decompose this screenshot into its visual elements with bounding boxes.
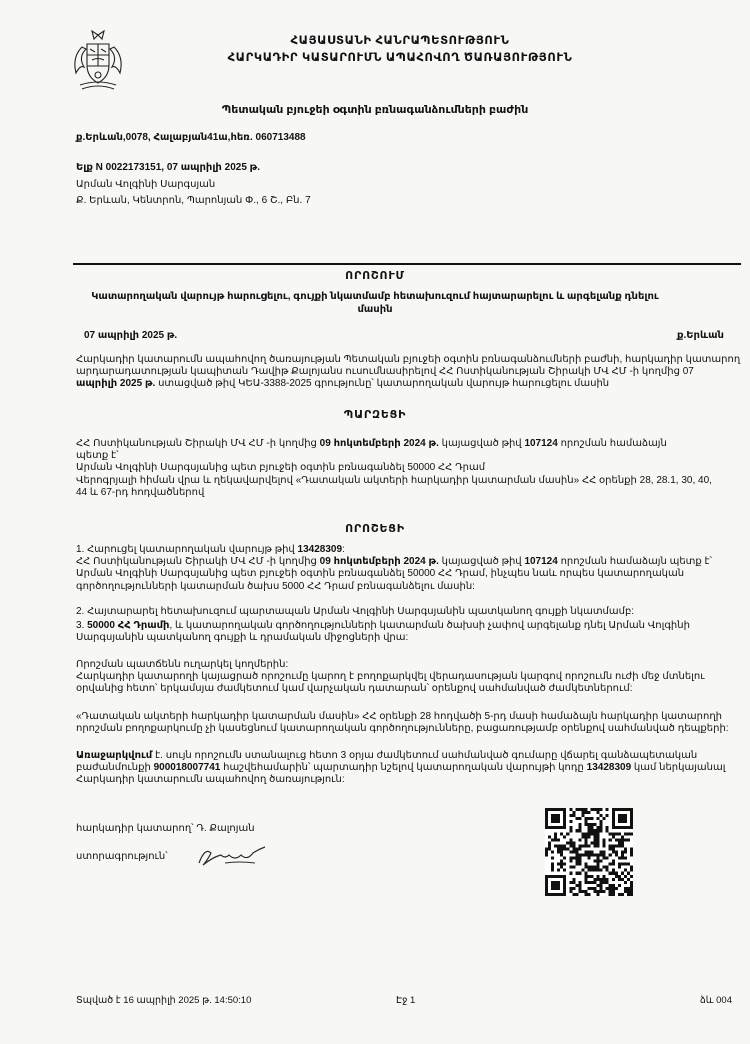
outgoing-number: Ելք N 0022173151, 07 ապրիլի 2025 թ. (76, 162, 260, 173)
decision-subtitle: Կատարողական վարույթ հարուցելու, գույքի նկատմամբ հետախուզում հայտարարելու և արգելանք դնելու (91, 291, 659, 302)
appeal-paragraph: Որոշման պատճենն ուղարկել կողմերին: Հարկադիր կատարողի կայացրած որոշումը կարող է բողոքարկվել վերադասության կարգով որոշումն ուժի մեջ մտնելու օրվանից հետո՝ երկամսյա ժամկետում կամ վարչական դատարան՝ օրենքով սահմանված ժամկետներում: (76, 659, 705, 695)
officer-name: հարկադիր կատարող՝ Դ. Քալոյան (76, 823, 255, 834)
signature-label: ստորագրություն՝ (76, 851, 168, 862)
coat-of-arms-icon (68, 27, 128, 93)
payment-paragraph: Առաջարկվում է. սույն որոշումն ստանալուց հետո 3 օրյա ժամկետում սահմանված գումարը վճարել գանձապետական բաժանմունքի 900018007741 հաշվեհամարին՝ պարտադիր նշելով կատարողական վարույթի կոդը 13428309 կամ ներկայանալ Հարկադիր կատարումն ապահովող ծառայություն: (76, 750, 726, 786)
resolved-item-1: 1. Հարուցել կատարողական վարույթ թիվ 13428309: ՀՀ Ոստիկանության Շիրակի ՄՎ ՀՄ -ի կողմից 09 հոկտեմբերի 2024 թ. կայացված թիվ 107124 որոշման համաձայն պետք է՝ Արման Վոլգինի Սարգսյանից պետ բյուջեի օգտին բռնագանձել 50000 ՀՀ Դրամ, ինչպես նաև որպես կատարողական գործողությունների կատարման ծախս 5000 ՀՀ Դրամ բռնագանձելու մասին: (76, 544, 713, 592)
intro-paragraph: Հարկադիր կատարումն ապահովող ծառայության Պետական բյուջեի օգտին բռնագանձումների բաժնի, հարկադիր կատարող արդարադատության կապիտան Դավիթ Քալոյանս ուսումնասիրելով ՀՀ Ոստիկանության Շիրակի ՄՎ ՀՄ -ի կողմից 07 ապրիլի 2025 թ. ստացված թիվ ԿԵԱ-3388-2025 գրությունը՝ կատարողական վարույթ հարուցելու մասին (76, 354, 741, 390)
qr-code-icon (545, 808, 633, 896)
decision-date: 07 ապրիլի 2025 թ. (84, 330, 178, 341)
country-heading: ՀԱՅԱՍՏԱՆԻ ՀԱՆՐԱՊԵՏՈՒԹՅՈՒՆ (290, 35, 510, 47)
decision-title: ՈՐՈՇՈՒՄ (345, 270, 405, 282)
decision-city: ք.Երևան (677, 330, 724, 341)
print-timestamp: Տպված է 16 ապրիլի 2025 թ. 14:50:10 (76, 995, 252, 1006)
resolved-item-2: 2. Հայտարարել հետախուզում պարտապան Արման Վոլգինի Սարգսյանին պատկանող գույքի նկատմամբ: (76, 606, 635, 617)
law-paragraph: «Դատական ակտերի հարկադիր կատարման մասին» ՀՀ օրենքի 28 հոդվածի 5-րդ մասի համաձայն հարկադիր կատարողի որոշման բողոքարկումը չի կասեցնում կատարողական գործողությունները, բացառությամբ օրենքով սահմանված դեպքերի: (76, 711, 729, 735)
handwritten-signature (195, 843, 270, 869)
recipient-name: Արման Վոլգինի Սարգսյան (76, 179, 216, 190)
department-title: Պետական բյուջեի օգտին բռնագանձումների բաժին (221, 104, 529, 116)
form-number: ձև 004 (700, 995, 732, 1006)
established-paragraph: ՀՀ Ոստիկանության Շիրակի ՄՎ ՀՄ -ի կողմից 09 հոկտեմբերի 2024 թ. կայացված թիվ 107124 որոշման համաձայն պետք է՝ Արման Վոլգինի Սարգսյանից պետ բյուջեի օգտին բռնագանձել 50000 ՀՀ Դրամ Վերոգրյալի հիման վրա և ղեկավարվելով «Դատական ակտերի հարկադիր կատարման մասին» ՀՀ օրենքի 28, 28.1, 30, 40, 44 և 67-րդ հոդվածներով (76, 438, 712, 498)
divider (73, 263, 741, 265)
resolved-item-3: 3. 50000 ՀՀ Դրամի, և կատարողական գործողությունների կատարման ծախսի չափով արգելանք դնել Արման Վոլգինի Սարգսյանին պատկանող գույքի և դրամական միջոցների վրա: (76, 620, 690, 644)
decision-subtitle-cont: մասին (357, 304, 393, 315)
resolved-title: ՈՐՈՇԵՑԻ (345, 523, 405, 535)
service-address: ք.Երևան,0078, Հալաբյան41ա,հեռ. 060713488 (76, 132, 306, 143)
established-title: ՊԱՐԶԵՑԻ (343, 409, 407, 421)
recipient-address: Ք. Երևան, Կենտրոն, Պարոնյան Փ., 6 Շ., Բն. 7 (76, 195, 311, 206)
page-number: Էջ 1 (396, 995, 416, 1006)
service-heading: ՀԱՐԿԱԴԻՐ ԿԱՏԱՐՈՒՄՆ ԱՊԱՀՈՎՈՂ ԾԱՌԱՅՈՒԹՅՈՒՆ (227, 52, 573, 64)
